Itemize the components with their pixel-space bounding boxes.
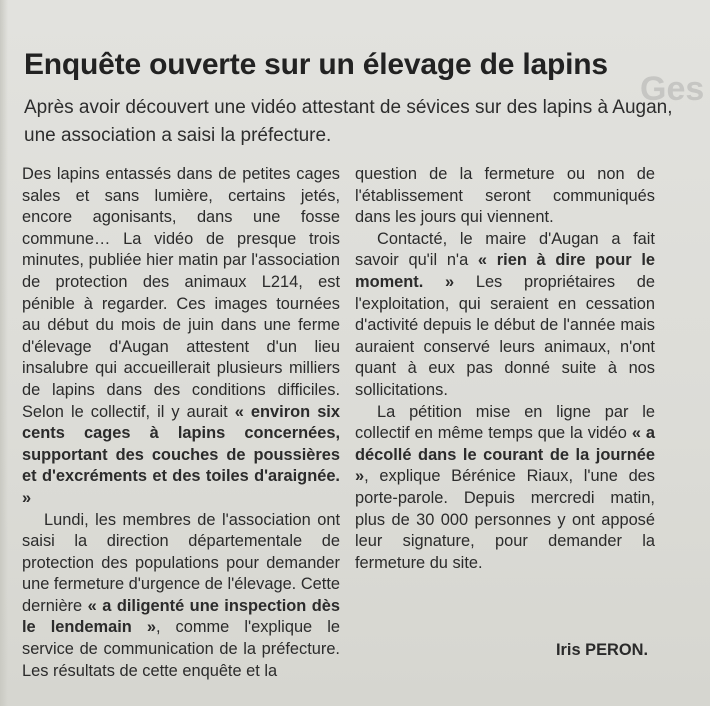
paragraph-1 xyxy=(22,164,340,510)
flow-text: question de la fermeture ou non de l'établissement seront communiqués dans les jours qui viennent. xyxy=(355,165,655,227)
paragraph-3-quote: « rien à dire pour le moment. » xyxy=(355,251,655,291)
paragraph-1-quote: « environ six cents cages à lapins concernées, supportant des couches de poussières et d'excréments et des toiles d'araignée. » xyxy=(22,402,340,507)
paragraph-3-text: Contacté, le maire d'Augan a fait savoir qu'il n'a xyxy=(355,229,655,270)
page-edge-shadow xyxy=(0,0,8,706)
article-column-2-body xyxy=(355,164,655,574)
flow-text: Lundi, les membres de l'association ont saisi la direction départementale de protection des populations pour demander une fermeture d'urgence de l'élevage. Cette dernière xyxy=(22,510,340,615)
show-through-text: Ges xyxy=(640,70,705,108)
paragraph-4 xyxy=(355,402,655,575)
paragraph-2-continued xyxy=(355,164,655,229)
paragraph-3 xyxy=(355,229,655,402)
paragraph-2 xyxy=(22,510,340,683)
paragraph-4-text: La pétition mise en ligne par le collectif en même temps que la vidéo xyxy=(355,402,655,443)
article-title: Enquête ouverte sur un élevage de lapins xyxy=(24,48,608,81)
paragraph-4-text-end: , explique Bérénice Riaux, l'une des porte-parole. Depuis mercredi matin, plus de 30 000 personnes y ont apposé leur signature, pour demander la fermeture du site. xyxy=(355,467,655,572)
paragraph-4-quote: « a décollé dans le courant de la journée » xyxy=(355,424,655,486)
flow-text: , comme l'explique le service de communication de la préfecture. Les résultats de cette enquête et la xyxy=(22,618,340,680)
article-lead: Après avoir découvert une vidéo attestant de sévices sur des lapins à Augan, une association a saisi la préfecture. xyxy=(24,97,673,146)
paragraph-3-text-end: Les propriétaires de l'exploitation, qui seraient en cessation d'activité depuis le début de l'année mais auraient conservé leurs animaux, n'ont quant à eux pas donné suite à nos sollicitations. xyxy=(355,272,655,399)
flow-text: « a diligenté une inspection dès le lendemain » xyxy=(22,596,340,637)
article-column-1 xyxy=(22,164,340,682)
author-signature: Iris PERON. xyxy=(556,641,648,659)
paragraph-1-text: Des lapins entassés dans de petites cages sales et sans lumière, certains jetés, encore agonisants, dans une fosse commune… La vidéo de presque trois minutes, publiée hier matin par l'association de protection des animaux L214, est pénible à regarder. Ces images tournées au début du mois de juin dans une ferme d'élevage d'Augan attestent d'un lieu insalubre qui accueillerait plusieurs milliers de lapins dans des conditions difficiles. Selon le collectif, il y aurait xyxy=(22,165,340,421)
